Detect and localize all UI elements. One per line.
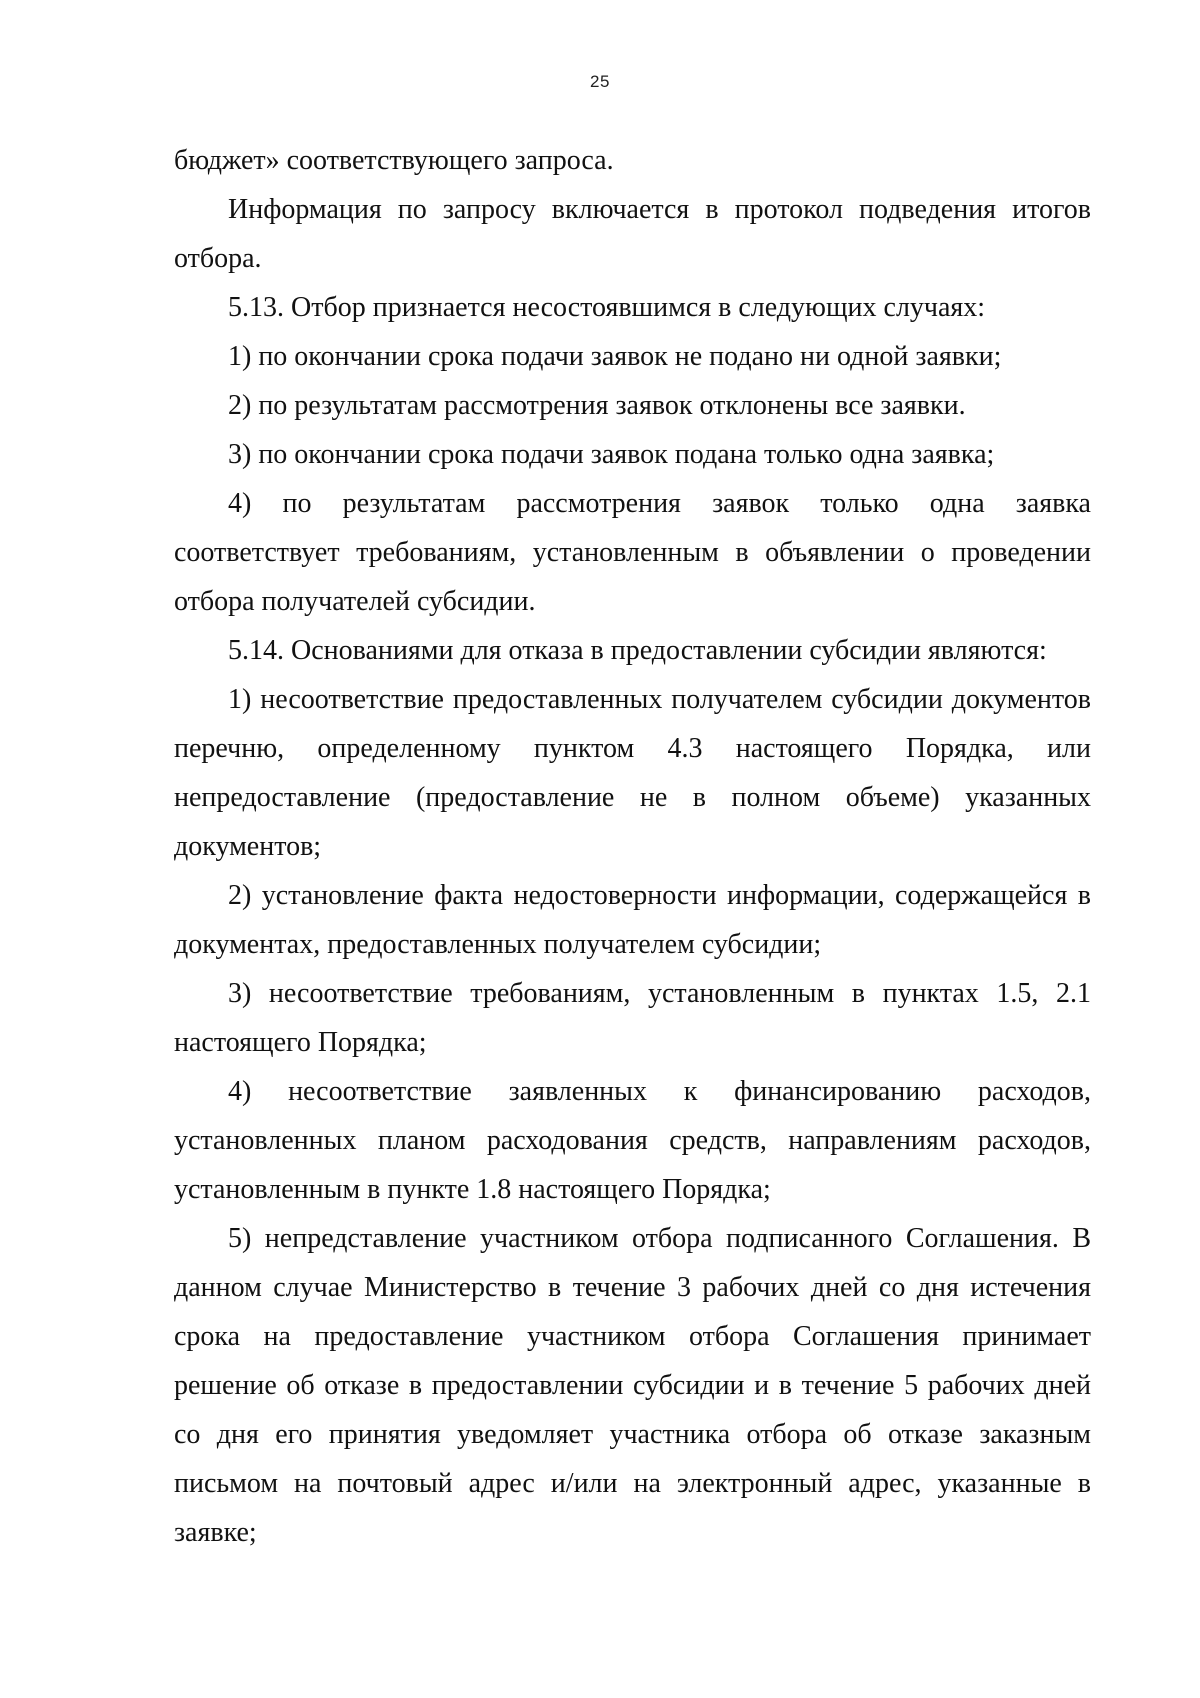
- paragraph-5-14-item-4: 4) несоответствие заявленных к финансированию расходов, установленных планом расходования средств, направлениям расходов, установленным в пункте 1.8 настоящего Порядка;: [174, 1076, 1091, 1205]
- paragraph-5-14-item-3: 3) несоответствие требованиям, установленным в пунктах 1.5, 2.1 настоящего Порядка;: [174, 978, 1091, 1058]
- paragraph-5-14-heading: 5.14. Основаниями для отказа в предоставлении субсидии являются:: [228, 635, 1047, 666]
- paragraph-request-info: Информация по запросу включается в протокол подведения итогов отбора.: [174, 194, 1091, 274]
- paragraph-5-13-heading: 5.13. Отбор признается несостоявшимся в следующих случаях:: [228, 292, 986, 323]
- paragraph-budget-request: бюджет» соответствующего запроса.: [174, 145, 614, 176]
- paragraph-5-13-item-4: 4) по результатам рассмотрения заявок только одна заявка соответствует требованиям, установленным в объявлении о проведении отбора получателей субсидии.: [174, 488, 1091, 617]
- paragraph-5-13-item-2: 2) по результатам рассмотрения заявок отклонены все заявки.: [228, 390, 966, 421]
- paragraph-5-14-item-5: 5) непредставление участником отбора подписанного Соглашения. В данном случае Министерство в течение 3 рабочих дней со дня истечения срока на предоставление участником отбора Соглашения принимает решение об отказе в предоставлении субсидии и в течение 5 рабочих дней со дня его принятия уведомляет участника отбора об отказе заказным письмом на почтовый адрес и/или на электронный адрес, указанные в заявке;: [174, 1223, 1091, 1548]
- paragraph-5-13-item-3: 3) по окончании срока подачи заявок подана только одна заявка;: [228, 439, 995, 470]
- paragraph-5-14-item-1: 1) несоответствие предоставленных получателем субсидии документов перечню, определенному пунктом 4.3 настоящего Порядка, или непредоставление (предоставление не в полном объеме) указанных документов;: [174, 684, 1091, 862]
- document-body: [174, 136, 1091, 1557]
- paragraph-5-14-item-2: 2) установление факта недостоверности информации, содержащейся в документах, предоставленных получателем субсидии;: [174, 880, 1091, 960]
- paragraph-5-13-item-1: 1) по окончании срока подачи заявок не подано ни одной заявки;: [228, 341, 1002, 372]
- page-number: 25: [590, 72, 610, 91]
